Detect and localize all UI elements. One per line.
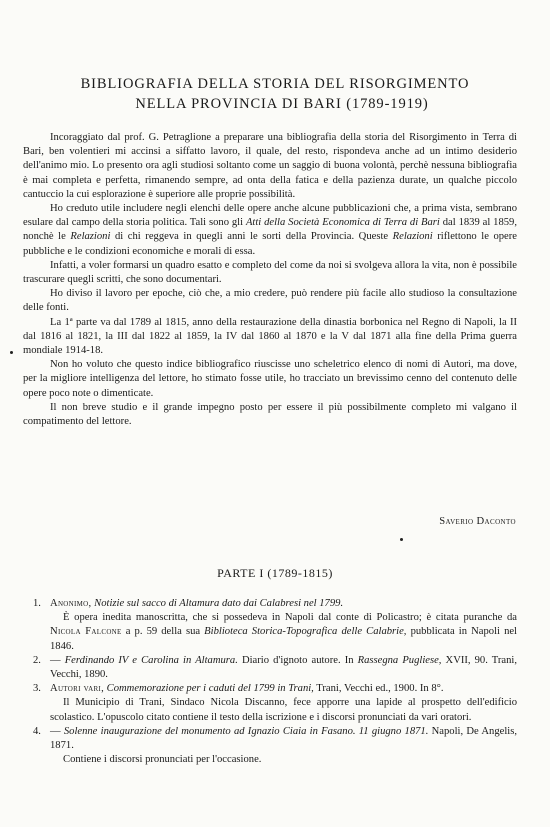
entry-note xyxy=(50,611,517,654)
relazioni-title: Relazioni xyxy=(392,231,433,243)
entry-details: Trani, Vecchi ed., 1900. In 8°. xyxy=(313,683,444,695)
bibliography-entry xyxy=(23,597,517,654)
bibliography-entry xyxy=(23,682,517,725)
intro-paragraph-2-text: dal 1839 al 1859, nonchè le xyxy=(23,217,517,243)
intro-paragraph-2-text: riflettono le opere pubbliche e le condizioni economiche e morali di essa. xyxy=(23,231,517,257)
entry-note-text: a p. 59 della sua xyxy=(121,626,205,638)
title-line-1: BIBLIOGRAFIA DELLA STORIA DEL RISORGIMENTO xyxy=(80,76,470,92)
entry-title: Solenne inaugurazione del monumento ad Ignazio Ciaia in Fasano. 11 giugno 1871. xyxy=(63,725,429,737)
bibliography-entry xyxy=(23,725,517,768)
intro-paragraph-2-text: di chi reggeva in quegli anni le sorti della Provincia. Queste xyxy=(110,231,393,243)
entry-title: Ferdinando IV e Carolina in Altamura. xyxy=(64,654,238,666)
title-line-2: NELLA PROVINCIA DI BARI (1789-1919) xyxy=(135,96,429,112)
entry-citation xyxy=(50,597,517,611)
intro-paragraph-1: Incoraggiato dal prof. G. Petraglione a preparare una bibliografia della storia del Risorgimento in Terra di Bari, ben volentieri mi accinsi a siffatto lavoro, il quale, del resto, rispondeva anche ad un intimo desiderio dell'animo mio. Lo presento ora agli studiosi soltanto come un saggio di buona volontà, perchè nessuna bibliografia è mai completa e perfetta, rimanendo sempre, ad onta della fatica e della pazienza durate, un qualche piccolo cantuccio la cui esplorazione è superiore alle proprie possibilità. xyxy=(23,132,517,200)
entry-title: Commemorazione per i caduti del 1799 in Trani, xyxy=(106,683,314,695)
entry-author: Autori vari, xyxy=(50,683,105,695)
print-mark xyxy=(400,538,403,541)
atti-title: Atti della Società Economica di Terra di Bari xyxy=(245,217,440,229)
entry-citation xyxy=(50,725,517,753)
relazioni-title: Relazioni xyxy=(70,231,111,243)
intro-paragraph-3: Infatti, a voler formarsi un quadro esatto e completo del come da noi si svolgeva allora la vita, non è possibile trascurare quegli scritti, che sono documentari. xyxy=(23,259,517,286)
entry-citation xyxy=(50,654,517,682)
entry-title: Notizie sul sacco di Altamura dato dai Calabresi nel 1799. xyxy=(94,598,344,609)
part-heading: PARTE I (1789-1815) xyxy=(217,566,333,580)
intro-paragraph-4: Ho diviso il lavoro per epoche, ciò che, a mio credere, può rendere più facile allo studioso la consultazione delle fonti. xyxy=(23,288,517,314)
entry-details: Diario d'ignoto autore. In xyxy=(237,654,358,666)
entry-dash: — xyxy=(50,654,65,666)
entry-note: Il Municipio di Trani, Sindaco Nicola Discanno, fece apporre una lapide al prospetto dell'edificio scolastico. L'opuscolo citato contiene il testo della iscrizione e i discorsi pronunciati da vari oratori. xyxy=(50,697,517,723)
intro-paragraph-5: La 1ª parte va dal 1789 al 1815, anno della restaurazione della dinastia borbonica nel Regno di Napoli, la II dal 1816 al 1821, la III dal 1822 al 1859, la IV dal 1860 al 1870 e la V dal 1871 alla fine della Prima guerra mondiale 1914-18. xyxy=(23,316,517,357)
bibliography-entries xyxy=(23,597,517,767)
entry-note: Contiene i discorsi pronunciati per l'occasione. xyxy=(63,754,262,766)
entry-note-text: È opera inedita manoscritta, che si possedeva in Napoli dal conte di Policastro; è citata puranche da xyxy=(63,612,517,624)
entry-number: 2. xyxy=(33,654,41,666)
introduction xyxy=(23,131,517,429)
author-signature: Saverio Daconto xyxy=(439,516,516,527)
cited-author: Nicola Falcone xyxy=(50,626,122,638)
entry-details: XVII, 90. Trani, Vecchi, 1890. xyxy=(50,654,517,681)
entry-citation xyxy=(50,682,517,696)
bibliography-entry xyxy=(23,654,517,682)
intro-paragraph-6: Non ho voluto che questo indice bibliografico riuscisse uno scheletrico elenco di nomi di Autori, ma dove, per la migliore intelligenza del lettore, ho stimato fosse utile, ho tracciato un brevissimo cenno del contenuto delle opere poco note o dimenticate. xyxy=(23,359,517,399)
margin-mark xyxy=(10,351,13,354)
document-title xyxy=(0,74,550,114)
intro-paragraph-7: Il non breve studio e il grande impegno posto per essere il più possibilmente completo mi valgano il compatimento del lettore. xyxy=(23,401,517,428)
entry-number: 4. xyxy=(33,725,41,737)
cited-title: Biblioteca Storica-Topografica delle Calabrie, xyxy=(204,626,407,638)
entry-dash: — xyxy=(50,725,64,737)
entry-details: Napoli, De Angelis, 1871. xyxy=(50,725,517,752)
entry-number: 3. xyxy=(33,683,41,695)
entry-number: 1. xyxy=(33,598,41,609)
intro-paragraph-2 xyxy=(23,202,517,259)
intro-paragraph-2-text: Ho creduto utile includere negli elenchi delle opere anche alcune pubblicazioni che, a prima vista, sembrano esulare dal campo della storia politica. Tali sono gli xyxy=(23,203,517,229)
entry-note-text: pubblicata in Napoli nel 1846. xyxy=(50,626,518,652)
entry-author: Anonimo, xyxy=(50,598,92,609)
entry-journal: Rassegna Pugliese, xyxy=(357,654,442,666)
